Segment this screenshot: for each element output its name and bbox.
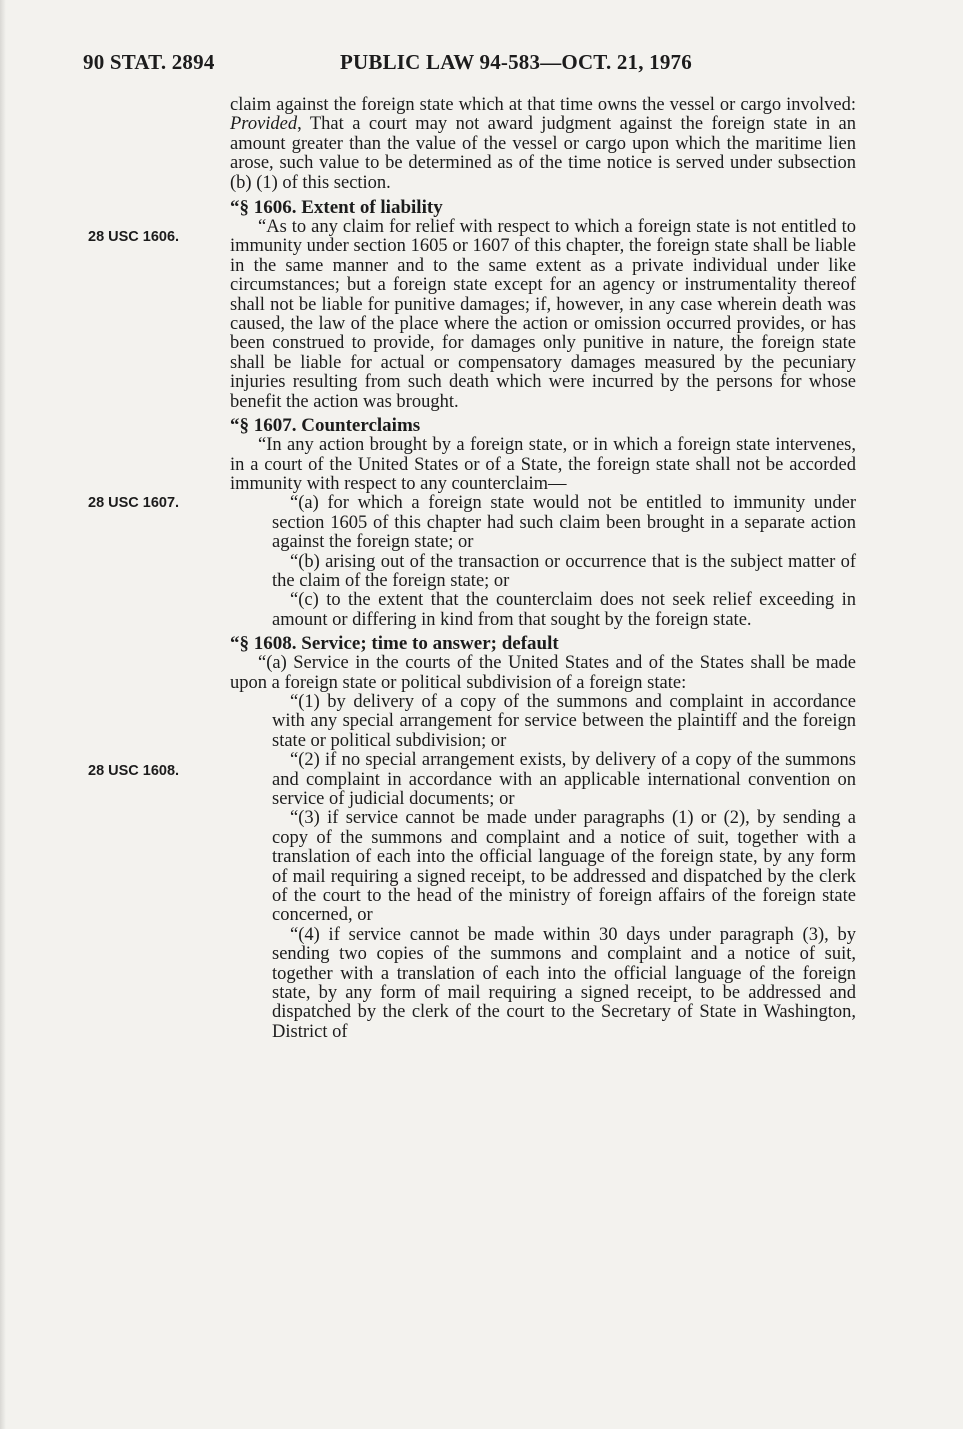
section-1607-item-a: “(a) for which a foreign state would not be entitled to immunity under section 1605 of this chapter had such claim been brought in a separate action against the foreign state; or [272, 493, 856, 553]
provided-italic: Provided [230, 114, 298, 135]
law-title: PUBLIC LAW 94-583—OCT. 21, 1976 [340, 50, 692, 74]
page-body [230, 96, 856, 1042]
section-1606-body: “As to any claim for relief with respect to which a foreign state is not entitled to immunity under section 1605 or 1607 of this chapter, the foreign state shall be liable in the same manner and to the same extent as a private individual under like circumstances; but a foreign state except for an agency or instrumentality thereof shall not be liable for punitive damages; if, however, in any case wherein death was caused, the law of the place where the action or omission occurred provides, or has been construed to provide, for damages only punitive in nature, the foreign state shall be liable for actual or compensatory damages measured by the pecuniary injuries resulting from such death which were incurred by the persons for whose benefit the action was brought. [230, 217, 856, 412]
section-1606-heading: “§ 1606. Extent of liability [230, 197, 443, 219]
margin-note-1608: 28 USC 1608. [88, 763, 180, 779]
section-1607-heading: “§ 1607. Counterclaims [230, 415, 421, 437]
continued-paragraph [230, 96, 856, 193]
section-1608-subsection-a: “(a) Service in the courts of the United States and of the States shall be made upon a foreign state or political subdivision of a foreign state: [230, 653, 856, 693]
continued-text-b: , That a court may not award judgment against the foreign state in an amount greater than the value of the vessel or cargo upon which the maritime lien arose, such value to be determined as of the time notice is served under subsection (b) (1) of this section. [230, 114, 856, 193]
section-1607-intro: “In any action brought by a foreign state, or in which a foreign state intervenes, in a court of the United States or of a State, the foreign state shall not be accorded immunity with respect to any counterclaim— [230, 435, 856, 494]
section-1608-item-3: “(3) if service cannot be made under paragraphs (1) or (2), by sending a copy of the summons and complaint and a notice of suit, together with a translation of each into the official language of the foreign state, by any form of mail requiring a signed receipt, to be addressed and dispatched by the clerk of the court to the head of the ministry of foreign affairs of the foreign state concerned, or [272, 808, 856, 926]
stat-page-number: 90 STAT. 2894 [83, 50, 215, 74]
page-edge [0, 0, 6, 1429]
section-1608-item-4: “(4) if service cannot be made within 30 days under paragraph (3), by sending two copies of the summons and complaint and a notice of suit, together with a translation of each into the official language of the foreign state, by any form of mail requiring a signed receipt, to be addressed and dispatched by the clerk of the court to the Secretary of State in Washington, District of [272, 924, 856, 1042]
section-1607-item-c: “(c) to the extent that the counterclaim does not seek relief exceeding in amount or differing in kind from that sought by the foreign state. [272, 590, 856, 630]
section-1608-heading: “§ 1608. Service; time to answer; default [230, 633, 559, 655]
continued-text-a: claim against the foreign state which at that time owns the vessel or cargo involved: [230, 95, 856, 115]
section-1607-item-b: “(b) arising out of the transaction or occurrence that is the subject matter of the claim of the foreign state; or [272, 551, 856, 591]
section-1608-item-1: “(1) by delivery of a copy of the summons and complaint in accordance with any special arrangement for service between the plaintiff and the foreign state or political subdivision; or [272, 691, 856, 751]
margin-note-1607: 28 USC 1607. [88, 495, 180, 511]
section-1608-item-2: “(2) if no special arrangement exists, by delivery of a copy of the summons and complaint in accordance with an applicable international convention on service of judicial documents; or [272, 750, 856, 809]
margin-note-1606: 28 USC 1606. [88, 229, 180, 245]
